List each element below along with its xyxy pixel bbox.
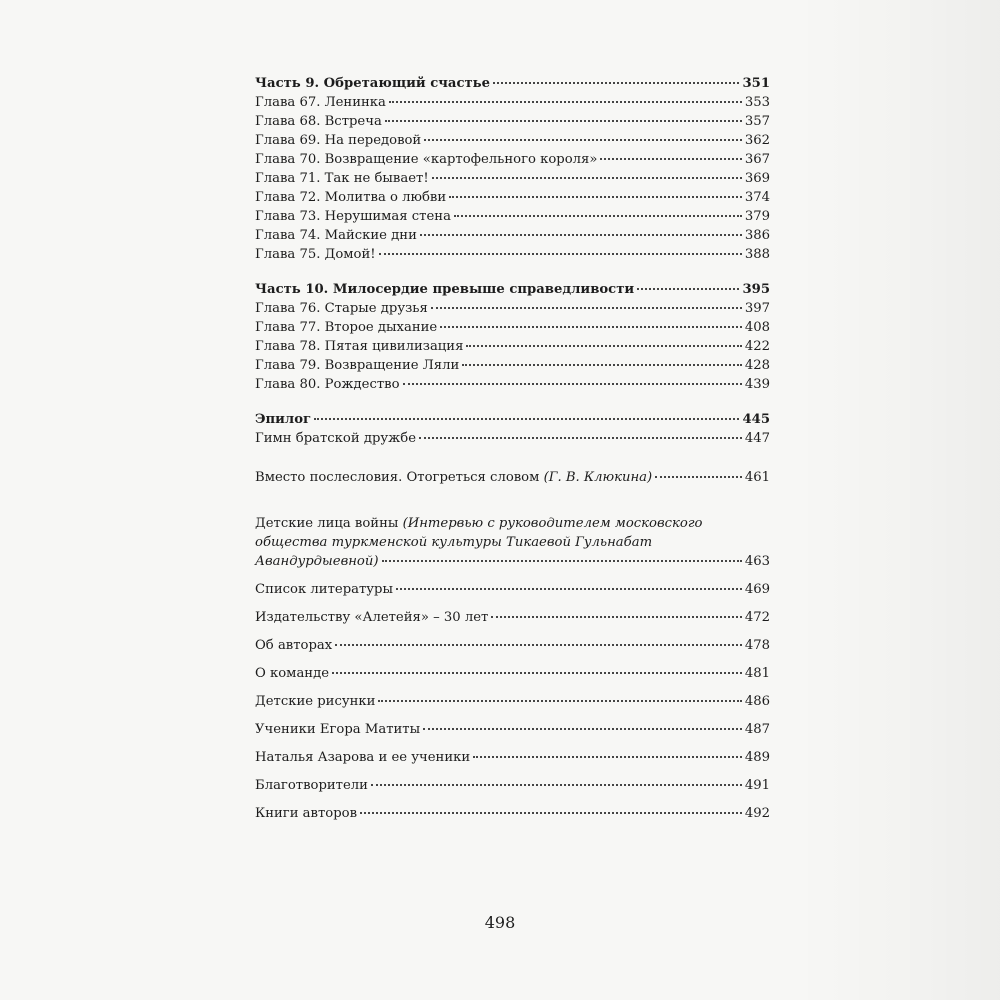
toc-entry: [255, 207, 770, 226]
dot-leader: [424, 138, 742, 141]
spacer: [255, 394, 770, 410]
spacer: [255, 711, 770, 720]
dot-leader: [385, 119, 742, 122]
table-of-contents: [255, 74, 770, 823]
spacer: [255, 683, 770, 692]
toc-entry: [255, 131, 770, 150]
dot-leader: [396, 587, 742, 590]
dot-leader: [378, 699, 741, 702]
toc-title: Глава 73. Нерушимая стена: [255, 209, 451, 224]
dot-leader: [454, 214, 742, 217]
toc-title: Список литературы: [255, 582, 393, 597]
toc-page: 447: [744, 431, 770, 446]
dot-leader: [420, 233, 742, 236]
toc-page: 386: [744, 228, 770, 243]
toc-title: Наталья Азарова и ее ученики: [255, 750, 471, 765]
toc-page: 428: [744, 358, 770, 373]
toc-title: Издательству «Алетейя» – 30 лет: [255, 610, 489, 625]
toc-title: Глава 72. Молитва о любви: [255, 190, 447, 205]
dot-leader: [637, 287, 739, 290]
toc-title: Глава 68. Встреча: [255, 114, 382, 129]
spacer: [255, 627, 770, 636]
toc-page: 472: [744, 610, 770, 625]
toc-title: Эпилог: [255, 412, 312, 427]
spacer: [255, 448, 770, 468]
toc-page: 379: [744, 209, 770, 224]
toc-entry: [255, 356, 770, 375]
toc-entry: [255, 169, 770, 188]
toc-title: Глава 67. Ленинка: [255, 95, 386, 110]
toc-faces-line-1: [255, 514, 770, 533]
dot-leader: [473, 755, 742, 758]
toc-page: 369: [744, 171, 770, 186]
toc-faces-line-3: [255, 552, 770, 571]
toc-title: Глава 77. Второе дыхание: [255, 320, 438, 335]
toc-entry: [255, 375, 770, 394]
toc-page: 491: [744, 778, 770, 793]
faces-italic-3: Авандурдыевной): [255, 554, 379, 569]
toc-part-9: [255, 74, 770, 93]
dot-leader: [360, 811, 742, 814]
toc-entry: [255, 636, 770, 655]
afterword-author: (Г. В. Клюкина): [543, 470, 653, 485]
toc-epilogue: [255, 410, 770, 429]
toc-entry: [255, 608, 770, 627]
toc-title: Глава 75. Домой!: [255, 247, 376, 262]
toc-faces-line-2: общества туркменской культуры Тикаевой Гульнабат: [255, 535, 653, 550]
toc-entry: [255, 429, 770, 448]
toc-entry: [255, 580, 770, 599]
spacer: [255, 767, 770, 776]
toc-entry: [255, 112, 770, 131]
toc-page: 439: [744, 377, 770, 392]
page-bleed-through: [795, 0, 1000, 1000]
spacer: [255, 739, 770, 748]
spacer: [255, 795, 770, 804]
faces-italic-1: (Интервью с руководителем московского: [402, 516, 703, 531]
toc-title: Глава 74. Майские дни: [255, 228, 417, 243]
toc-afterword: [255, 468, 770, 487]
toc-title: Книги авторов: [255, 806, 358, 821]
toc-title: Глава 79. Возвращение Ляли: [255, 358, 460, 373]
toc-title: Глава 78. Пятая цивилизация: [255, 339, 464, 354]
toc-page: 445: [742, 412, 770, 427]
dot-leader: [600, 157, 741, 160]
dot-leader: [382, 559, 742, 562]
toc-page: 351: [742, 76, 770, 91]
toc-title: О команде: [255, 666, 330, 681]
dot-leader: [431, 306, 742, 309]
spacer: [255, 655, 770, 664]
dot-leader: [389, 100, 742, 103]
page-number: 498: [484, 913, 516, 932]
toc-entry: [255, 804, 770, 823]
toc-part-10: [255, 280, 770, 299]
toc-entry: [255, 337, 770, 356]
toc-title: Ученики Егора Матиты: [255, 722, 421, 737]
dot-leader: [432, 176, 742, 179]
toc-entry: [255, 150, 770, 169]
toc-entry: [255, 664, 770, 683]
toc-page: 367: [744, 152, 770, 167]
toc-page: 374: [744, 190, 770, 205]
toc-title: Часть 10. Милосердие превыше справедливости: [255, 282, 635, 297]
toc-title: Глава 70. Возвращение «картофельного короля»: [255, 152, 598, 167]
toc-page: 492: [744, 806, 770, 821]
toc-title: Глава 69. На передовой: [255, 133, 422, 148]
toc-title: Об авторах: [255, 638, 333, 653]
toc-page: 481: [744, 666, 770, 681]
toc-entry: [255, 748, 770, 767]
toc-page: 395: [742, 282, 770, 297]
faces-title: Детские лица войны: [255, 516, 403, 531]
dot-leader: [466, 344, 741, 347]
toc-title: Гимн братской дружбе: [255, 431, 417, 446]
dot-leader: [491, 615, 741, 618]
dot-leader: [493, 81, 739, 84]
toc-page: 397: [744, 301, 770, 316]
afterword-title: Вместо послесловия. Отогреться словом: [255, 470, 544, 485]
toc-page: 357: [744, 114, 770, 129]
dot-leader: [371, 783, 742, 786]
toc-page: 478: [744, 638, 770, 653]
spacer: [255, 487, 770, 514]
toc-entry: [255, 318, 770, 337]
toc-page: 463: [744, 554, 770, 569]
toc-entry: [255, 720, 770, 739]
toc-page: 422: [744, 339, 770, 354]
dot-leader: [335, 643, 742, 646]
toc-entry: [255, 299, 770, 318]
toc-title: [255, 468, 652, 487]
toc-page: 469: [744, 582, 770, 597]
toc-title: Глава 80. Рождество: [255, 377, 400, 392]
toc-page: 487: [744, 722, 770, 737]
toc-entry: [255, 245, 770, 264]
spacer: [255, 599, 770, 608]
toc-page: 353: [744, 95, 770, 110]
toc-page: 461: [744, 470, 770, 485]
toc-page: 362: [744, 133, 770, 148]
toc-title: Часть 9. Обретающий счастье: [255, 76, 491, 91]
spacer: [255, 571, 770, 580]
spacer: [255, 264, 770, 280]
dot-leader: [419, 436, 742, 439]
toc-title: Детские рисунки: [255, 694, 376, 709]
toc-entry: [255, 188, 770, 207]
toc-title: Глава 76. Старые друзья: [255, 301, 428, 316]
toc-entry: [255, 226, 770, 245]
dot-leader: [423, 727, 742, 730]
dot-leader: [462, 363, 742, 366]
toc-title: Благотворители: [255, 778, 368, 793]
dot-leader: [379, 252, 742, 255]
toc-page: 408: [744, 320, 770, 335]
dot-leader: [655, 475, 742, 478]
toc-entry: [255, 776, 770, 795]
dot-leader: [403, 382, 742, 385]
toc-page: 388: [744, 247, 770, 262]
dot-leader: [449, 195, 742, 198]
toc-page: 489: [744, 750, 770, 765]
dot-leader: [314, 417, 739, 420]
dot-leader: [440, 325, 742, 328]
toc-title: Глава 71. Так не бывает!: [255, 171, 429, 186]
toc-page: 486: [744, 694, 770, 709]
toc-entry: [255, 692, 770, 711]
toc-entry: [255, 93, 770, 112]
dot-leader: [332, 671, 742, 674]
